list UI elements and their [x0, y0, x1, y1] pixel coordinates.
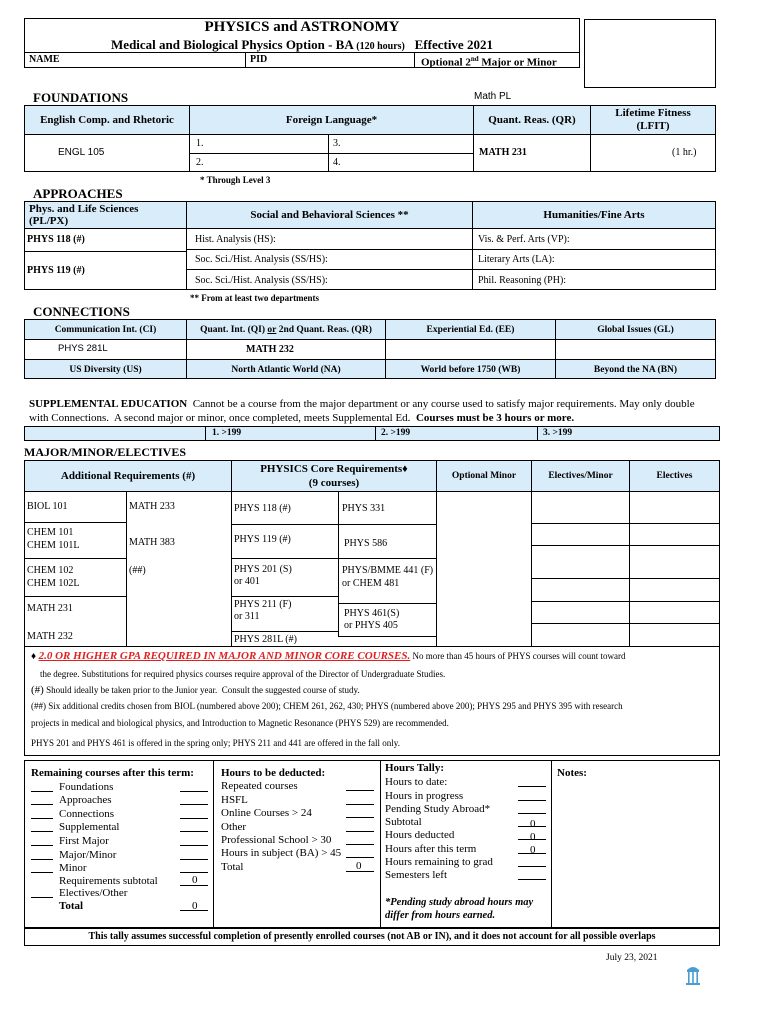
- remaining-item: Supplemental: [59, 821, 120, 833]
- deduct-total: 0: [356, 860, 362, 872]
- core-phys-201: PHYS 201 (S): [234, 564, 292, 575]
- req-chem-102: CHEM 102: [27, 565, 74, 576]
- remaining-item: Requirements subtotal: [59, 875, 158, 887]
- foundations-heading: FOUNDATIONS: [33, 90, 129, 105]
- hours-field-6[interactable]: [518, 866, 546, 867]
- ee-header: Experiential Ed. (EE): [426, 324, 515, 335]
- remaining-header: Remaining courses after this term:: [31, 767, 194, 779]
- old-well-logo-icon: [686, 964, 700, 986]
- ph-slot[interactable]: Phil. Reasoning (PH):: [478, 275, 567, 286]
- core-phys-211-alt: or 311: [234, 611, 260, 622]
- remaining-item: Major/Minor: [59, 849, 117, 861]
- deduct-field-0[interactable]: [346, 790, 374, 791]
- remaining-count-0[interactable]: [180, 791, 208, 792]
- remaining-blank-8[interactable]: [31, 897, 53, 898]
- notes-header: Notes:: [557, 767, 587, 779]
- remaining-blank-6[interactable]: [31, 872, 53, 873]
- two-departments-note: ** From at least two departments: [190, 293, 320, 303]
- remaining-blank-3[interactable]: [31, 831, 53, 832]
- electives-header: Electives: [656, 471, 693, 481]
- remaining-item: Foundations: [59, 781, 114, 793]
- core-phys-461: PHYS 461(S): [344, 608, 400, 619]
- hours-item: Hours in progress: [385, 790, 464, 802]
- qi-header: Quant. Int. (QI) or 2nd Quant. Reas. (QR): [200, 324, 372, 335]
- name-label: NAME: [29, 54, 60, 65]
- core-bmme-441: PHYS/BMME 441 (F): [342, 565, 434, 576]
- deduct-item: Total: [221, 861, 244, 873]
- remaining-item: Total: [59, 900, 84, 912]
- req-chem-101: CHEM 101: [27, 527, 74, 538]
- projects-note: projects in medical and biological physics, and Introduction to Magnetic Resonance (PHYS 529) are recommended.: [31, 718, 449, 728]
- sshs-slot-1[interactable]: Soc. Sci./Hist. Analysis (SS/HS):: [195, 254, 328, 265]
- remaining-count-6[interactable]: [180, 872, 208, 873]
- core-phys-586: PHYS 586: [344, 538, 388, 549]
- hours-item: Hours remaining to grad: [385, 856, 493, 868]
- fl-slot-4[interactable]: 4.: [333, 157, 341, 168]
- engl-105: ENGL 105: [58, 147, 105, 158]
- hours-item: Semesters left: [385, 869, 448, 881]
- gl-header: Global Issues (GL): [597, 324, 674, 335]
- phys-118-pl: PHYS 118 (#): [27, 234, 85, 245]
- deduct-item: Other: [221, 821, 247, 833]
- page-title: PHYSICS and ASTRONOMY: [204, 19, 400, 35]
- na-header: North Atlantic World (NA): [231, 364, 341, 375]
- phys-281l-ci: PHYS 281L: [58, 343, 108, 354]
- deduct-item: Hours in subject (BA) > 45: [221, 847, 342, 859]
- hours-item: Pending Study Abroad*: [385, 803, 491, 815]
- req-biol-101: BIOL 101: [27, 501, 68, 512]
- gpa-note: ♦ 2.0 OR HIGHER GPA REQUIRED IN MAJOR AND MINOR CORE COURSES. No more than 45 hours of PHYS courses will count toward: [31, 650, 626, 662]
- core-req-header: PHYSICS Core Requirements♦ (9 courses): [260, 463, 408, 489]
- core-phys-281l: PHYS 281L (#): [234, 634, 297, 645]
- remaining-count-4[interactable]: [180, 845, 208, 846]
- substitution-note: the degree. Substitutions for required physics courses require approval of the Director of Undergraduate Studies.: [40, 669, 446, 679]
- hours-item: Hours after this term: [385, 843, 477, 855]
- remaining-subtotal: 0: [192, 874, 198, 886]
- deduct-field-4[interactable]: [346, 844, 374, 845]
- foreign-language-header: Foreign Language*: [285, 114, 378, 126]
- remaining-blank-0[interactable]: [31, 791, 53, 792]
- hs-slot[interactable]: Hist. Analysis (HS):: [195, 234, 276, 245]
- remaining-count-5[interactable]: [180, 859, 208, 860]
- effective-date: Effective 2021: [414, 37, 493, 52]
- req-chem-102l: CHEM 102L: [27, 578, 80, 589]
- program-name: Medical and Biological Physics Option - BA: [111, 37, 353, 52]
- hashhash-note: (##) Six additional credits chosen from BIOL (numbered above 200); CHEM 261, 262, 430; PHYS (numbered above 200); PHYS 295 and PHYS 395 with research: [31, 701, 623, 711]
- fl-slot-3[interactable]: 3.: [333, 138, 341, 149]
- remaining-count-1[interactable]: [180, 804, 208, 805]
- remaining-blank-5[interactable]: [31, 859, 53, 860]
- social-header: Social and Behavioral Sciences **: [250, 209, 409, 221]
- core-phys-211: PHYS 211 (F): [234, 599, 292, 610]
- pl-header: Phys. and Life Sciences (PL/PX): [29, 203, 139, 227]
- remaining-item: Approaches: [59, 794, 112, 806]
- req-chem-101l: CHEM 101L: [27, 540, 80, 551]
- sshs-slot-2[interactable]: Soc. Sci./Hist. Analysis (SS/HS):: [195, 275, 328, 286]
- deduct-item: HSFL: [221, 794, 248, 806]
- supplemental-slot-2[interactable]: 2. >199: [381, 428, 411, 438]
- remaining-count-2[interactable]: [180, 818, 208, 819]
- supplemental-slot-1[interactable]: 1. >199: [212, 428, 242, 438]
- hours-field-7[interactable]: [518, 879, 546, 880]
- hours-item: Hours deducted: [385, 829, 455, 841]
- hours-field-0[interactable]: [518, 786, 546, 787]
- deduct-item: Online Courses > 24: [221, 807, 312, 819]
- electives-minor-header: Electives/Minor: [548, 471, 613, 481]
- fl-slot-2[interactable]: 2.: [196, 157, 204, 168]
- approaches-heading: APPROACHES: [33, 186, 123, 201]
- phys-119-pl: PHYS 119 (#): [27, 265, 85, 276]
- remaining-blank-4[interactable]: [31, 845, 53, 846]
- math-pl-label: Math PL: [474, 91, 512, 102]
- remaining-blank-2[interactable]: [31, 818, 53, 819]
- deduct-field-5[interactable]: [346, 857, 374, 858]
- supplemental-text-1: SUPPLEMENTAL EDUCATION Cannot be a course from the major department or any course used to satisfy major requirements. May only double: [29, 398, 695, 410]
- tally-disclaimer: This tally assumes successful completion of presently enrolled courses (not AB or IN), and it does not account for all possible overlaps: [88, 931, 656, 942]
- core-bmme-441-alt: or CHEM 481: [342, 578, 400, 589]
- remaining-count-3[interactable]: [180, 831, 208, 832]
- math-232-qi: MATH 232: [246, 344, 294, 355]
- remaining-item: Connections: [59, 808, 114, 820]
- supplemental-text-2: with Connections. A second major or minor, once completed, meets Supplemental Ed. Courses must be 3 hours or more.: [29, 412, 575, 424]
- hash-note: (#) Should ideally be taken prior to the Junior year. Consult the suggested course of study.: [31, 684, 360, 696]
- optional-minor-header: Optional Minor: [451, 471, 517, 481]
- us-header: US Diversity (US): [69, 364, 142, 375]
- core-phys-201-alt: or 401: [234, 576, 260, 587]
- hours-subtotal: 0: [530, 818, 536, 830]
- lfit-header: Lifetime Fitness (LFIT): [615, 107, 691, 132]
- core-phys-331: PHYS 331: [342, 503, 386, 514]
- photo-box: [584, 19, 716, 88]
- optional-major-label: Optional 2nd Major or Minor: [421, 55, 557, 69]
- hours-field-2[interactable]: [518, 813, 546, 814]
- deduct-header: Hours to be deducted:: [221, 767, 326, 779]
- req-math-233: MATH 233: [129, 501, 175, 512]
- hours-field-1[interactable]: [518, 800, 546, 801]
- major-heading: MAJOR/MINOR/ELECTIVES: [24, 445, 187, 459]
- remaining-item: Electives/Other: [59, 887, 128, 899]
- req-math-232: MATH 232: [27, 631, 73, 642]
- req-hashhash: (##): [129, 565, 146, 576]
- offering-note: PHYS 201 and PHYS 461 is offered in the spring only; PHYS 211 and 441 are offered in the fall only.: [31, 738, 400, 748]
- supplemental-slot-3[interactable]: 3. >199: [543, 428, 573, 438]
- deduct-field-1[interactable]: [346, 804, 374, 805]
- hours-after-term: 0: [530, 844, 536, 856]
- supplemental-row: [24, 426, 720, 441]
- ci-header: Communication Int. (CI): [54, 324, 157, 335]
- program-hours: (120 hours): [356, 41, 405, 52]
- hours-item: Hours to date:: [385, 776, 448, 788]
- page-subtitle: [24, 37, 580, 53]
- english-header: English Comp. and Rhetoric: [40, 114, 174, 126]
- wb-header: World before 1750 (WB): [420, 364, 521, 375]
- math-231-qr: MATH 231: [479, 147, 527, 158]
- pid-label: PID: [250, 54, 268, 65]
- remaining-item: First Major: [59, 835, 109, 847]
- deduct-field-2[interactable]: [346, 817, 374, 818]
- remaining-total: 0: [192, 900, 198, 912]
- core-phys-461-alt: or PHYS 405: [344, 620, 398, 631]
- deduct-item: Repeated courses: [221, 780, 298, 792]
- hours-item: Subtotal: [385, 816, 422, 828]
- quant-reas-header: Quant. Reas. (QR): [488, 114, 576, 126]
- fl-slot-1[interactable]: 1.: [196, 138, 204, 149]
- la-slot[interactable]: Literary Arts (LA):: [478, 254, 555, 265]
- remaining-blank-1[interactable]: [31, 804, 53, 805]
- remaining-item: Minor: [59, 862, 87, 874]
- vp-slot[interactable]: Vis. & Perf. Arts (VP):: [478, 234, 570, 245]
- supplemental-heading: SUPPLEMENTAL EDUCATION: [29, 398, 188, 410]
- connections-heading: CONNECTIONS: [33, 304, 130, 319]
- deduct-item: Professional School > 30: [221, 834, 332, 846]
- revision-date: July 23, 2021: [606, 953, 658, 963]
- pending-note: *Pending study abroad hours may differ from hours earned.: [385, 897, 534, 921]
- humanities-header: Humanities/Fine Arts: [543, 209, 645, 221]
- core-phys-119: PHYS 119 (#): [234, 534, 291, 545]
- through-level-note: * Through Level 3: [200, 175, 271, 185]
- core-phys-118: PHYS 118 (#): [234, 503, 291, 514]
- req-math-231: MATH 231: [27, 603, 73, 614]
- hours-tally-header: Hours Tally:: [385, 762, 444, 774]
- lfit-hours: (1 hr.): [672, 147, 697, 158]
- hours-deducted: 0: [530, 831, 536, 843]
- req-math-383: MATH 383: [129, 537, 175, 548]
- deduct-field-3[interactable]: [346, 831, 374, 832]
- additional-req-header: Additional Requirements (#): [60, 470, 196, 482]
- bn-header: Beyond the NA (BN): [593, 364, 678, 375]
